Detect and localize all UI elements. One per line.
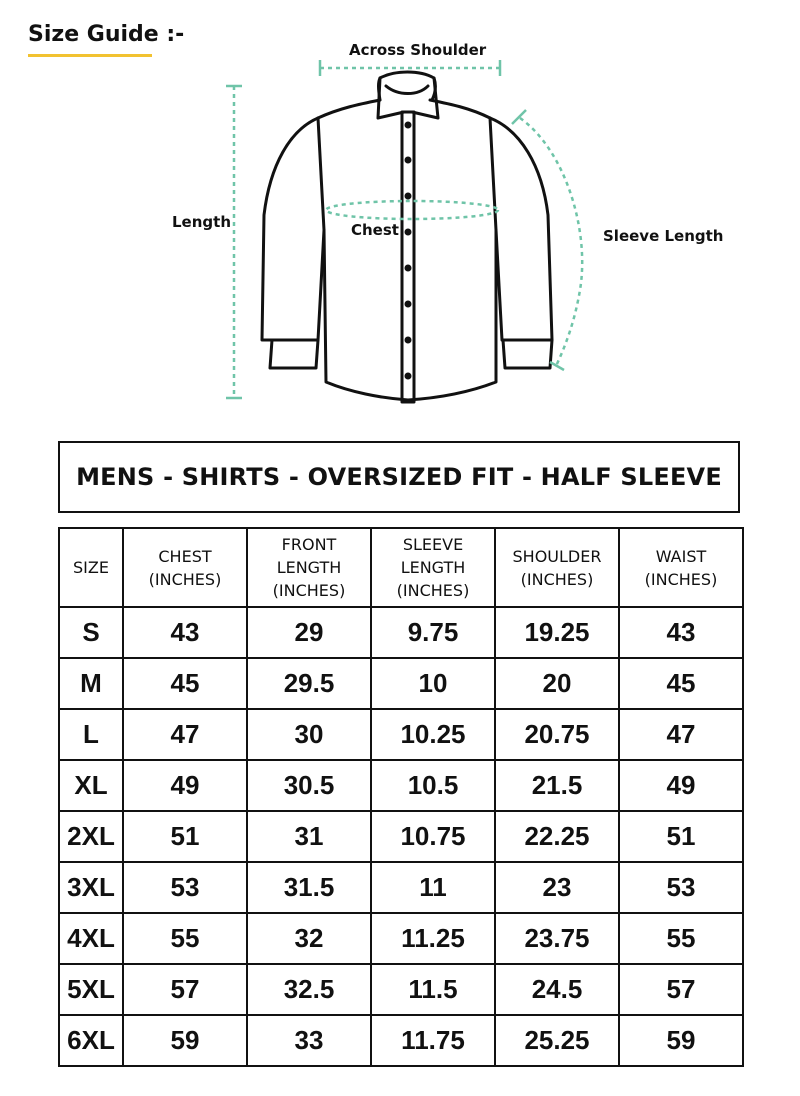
shoulder-cell: 23 xyxy=(495,862,619,913)
waist-cell: 43 xyxy=(619,607,743,658)
chest-cell: 47 xyxy=(123,709,247,760)
shirt-buttons xyxy=(405,122,412,380)
length-label: Length xyxy=(172,213,231,231)
shirt-measurement-diagram xyxy=(0,0,800,420)
column-header-line: CHEST xyxy=(158,546,212,566)
sleeve-length-cell: 10.25 xyxy=(371,709,495,760)
size-table-title: MENS - SHIRTS - OVERSIZED FIT - HALF SLEEVE xyxy=(76,463,722,491)
sleeve-length-cell: 10 xyxy=(371,658,495,709)
column-header-size xyxy=(59,528,123,607)
waist-cell: 53 xyxy=(619,862,743,913)
chest-cell: 59 xyxy=(123,1015,247,1066)
table-row xyxy=(59,862,743,913)
shoulder-cell: 22.25 xyxy=(495,811,619,862)
column-header-line: (INCHES) xyxy=(148,569,222,589)
column-header-line: FRONT xyxy=(281,535,337,554)
front-length-cell: 29.5 xyxy=(247,658,371,709)
size-cell: 2XL xyxy=(59,811,123,862)
front-length-cell: 32 xyxy=(247,913,371,964)
sleeve-length-cell: 11.5 xyxy=(371,964,495,1015)
shoulder-cell: 23.75 xyxy=(495,913,619,964)
across-shoulder-label: Across Shoulder xyxy=(349,41,487,59)
sleeve-length-cell: 9.75 xyxy=(371,607,495,658)
shoulder-cell: 24.5 xyxy=(495,964,619,1015)
size-cell: S xyxy=(59,607,123,658)
waist-cell: 57 xyxy=(619,964,743,1015)
chest-line xyxy=(326,201,498,219)
waist-cell: 59 xyxy=(619,1015,743,1066)
table-row xyxy=(59,658,743,709)
shoulder-cell: 20.75 xyxy=(495,709,619,760)
column-header-line: (INCHES) xyxy=(396,581,470,600)
front-length-cell: 31 xyxy=(247,811,371,862)
column-header-line: SIZE xyxy=(73,558,109,577)
size-cell: 3XL xyxy=(59,862,123,913)
size-table-body xyxy=(59,607,743,1066)
column-header-line: (INCHES) xyxy=(272,581,346,600)
column-header-line: LENGTH xyxy=(276,558,342,577)
size-cell: 5XL xyxy=(59,964,123,1015)
chest-cell: 53 xyxy=(123,862,247,913)
front-length-cell: 31.5 xyxy=(247,862,371,913)
chest-cell: 45 xyxy=(123,658,247,709)
column-header-line: SHOULDER xyxy=(512,546,602,566)
chest-cell: 43 xyxy=(123,607,247,658)
waist-cell: 47 xyxy=(619,709,743,760)
table-row xyxy=(59,760,743,811)
table-row xyxy=(59,913,743,964)
waist-cell: 49 xyxy=(619,760,743,811)
front-length-cell: 30 xyxy=(247,709,371,760)
front-length-cell: 32.5 xyxy=(247,964,371,1015)
column-header-line: (INCHES) xyxy=(644,569,718,589)
column-header-line: WAIST xyxy=(655,546,707,566)
front-length-cell: 30.5 xyxy=(247,760,371,811)
front-length-cell: 33 xyxy=(247,1015,371,1066)
shoulder-cell: 19.25 xyxy=(495,607,619,658)
shirt-illustration xyxy=(262,72,552,402)
shoulder-cell: 20 xyxy=(495,658,619,709)
size-table xyxy=(58,527,744,1067)
column-header-sleeve-length xyxy=(371,528,495,607)
column-header-line: SLEEVE xyxy=(402,535,464,554)
size-table-title-box xyxy=(58,441,740,513)
sleeve-length-cell: 11.25 xyxy=(371,913,495,964)
table-row xyxy=(59,1015,743,1066)
waist-cell: 55 xyxy=(619,913,743,964)
front-length-cell: 29 xyxy=(247,607,371,658)
column-header-shoulder xyxy=(495,528,619,607)
shoulder-cell: 25.25 xyxy=(495,1015,619,1066)
sleeve-length-label: Sleeve Length xyxy=(603,227,724,245)
waist-cell: 45 xyxy=(619,658,743,709)
chest-cell: 49 xyxy=(123,760,247,811)
column-header-line: LENGTH xyxy=(400,558,466,577)
table-row xyxy=(59,811,743,862)
column-header-chest xyxy=(123,528,247,607)
page-heading: Size Guide :- xyxy=(28,22,185,47)
chest-cell: 55 xyxy=(123,913,247,964)
column-header-waist xyxy=(619,528,743,607)
size-table-header-row xyxy=(59,528,743,607)
column-header-line: (INCHES) xyxy=(520,569,594,589)
sleeve-length-cell: 11 xyxy=(371,862,495,913)
table-row xyxy=(59,607,743,658)
chest-cell: 51 xyxy=(123,811,247,862)
table-row xyxy=(59,964,743,1015)
chest-label: Chest xyxy=(351,221,399,239)
sleeve-length-cell: 10.5 xyxy=(371,760,495,811)
size-cell: 4XL xyxy=(59,913,123,964)
table-row xyxy=(59,709,743,760)
sleeve-length-cell: 10.75 xyxy=(371,811,495,862)
size-cell: XL xyxy=(59,760,123,811)
size-cell: L xyxy=(59,709,123,760)
column-header-front-length xyxy=(247,528,371,607)
shoulder-cell: 21.5 xyxy=(495,760,619,811)
size-cell: M xyxy=(59,658,123,709)
chest-cell: 57 xyxy=(123,964,247,1015)
size-cell: 6XL xyxy=(59,1015,123,1066)
sleeve-length-cell: 11.75 xyxy=(371,1015,495,1066)
waist-cell: 51 xyxy=(619,811,743,862)
